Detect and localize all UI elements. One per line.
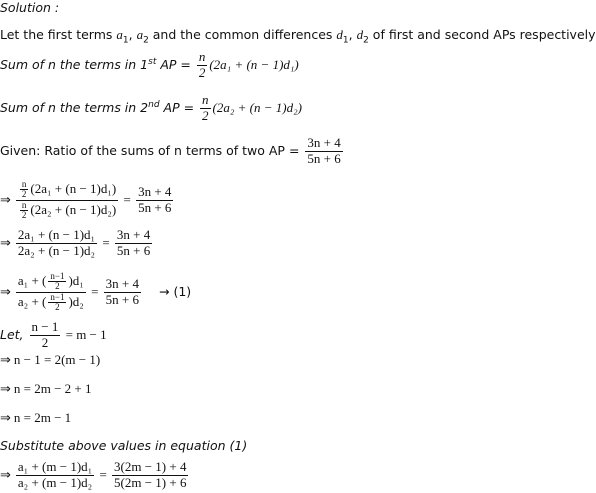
substitute-note: Substitute above values in equation (1) (0, 438, 248, 453)
fraction: $\frac{\text{2a₁ + (n − 1)d₁}}{\text{2a₂ + (n − 1)d₂}}$ (17, 227, 96, 258)
sum-first-ap: Sum of n the terms in 1st AP = $\frac{n}{2}$ (2a₁ + (n − 1)d₁) (0, 49, 299, 80)
fraction: $\frac{\text{a₁ + (m − 1)d₁}}{\text{a₂ + (m − 1)d₂}}$ (17, 459, 93, 490)
step-one: ⇒ $\frac{n}{2}$ (2a₁ + (n − 1)d₁) $\frac{n}{2}$ (2a₂ + (n − 1)d₂) = $\frac{3n + 4}{5n + 6}$ (0, 179, 172, 221)
fraction: $\frac{n}{2}$ (202, 92, 209, 123)
fraction: $\frac{3n + 4}{5n + 6}$ (116, 227, 151, 258)
fraction: $\frac{3n + 4}{5n + 6}$ (138, 183, 172, 215)
step-three: ⇒ a₁ + ( $\frac{n-1}{2}$ )d₁ a₂ + ( $\frac{n-1}{2}$ )d₂ = $\frac{3n + 4}{5n + 6}$ → (1) (0, 271, 192, 313)
solution-heading: Solution : (0, 0, 60, 15)
equation-tag: → (1) (159, 283, 192, 299)
fraction: $\frac{n - 1}{2}$ (31, 319, 59, 350)
fraction: a₁ + ( $\frac{n-1}{2}$ )d₁ a₂ + ( $\frac{n-1}{2}$ )d₂ (17, 271, 84, 313)
final-equation: ⇒ $\frac{\text{a₁ + (m − 1)d₁}}{\text{a₂ + (m − 1)d₂}}$ = $\frac{3(2m - 1) + 4}{5(2m - 1) + 6}$ (0, 459, 187, 490)
let-substitution: Let, $\frac{n - 1}{2}$ = m − 1 (0, 319, 107, 350)
fraction: $\frac{n}{2}$ (198, 49, 206, 80)
given-ratio: Given: Ratio of the sums of n terms of two AP = $\frac{3n + 4}{5n + 6}$ (0, 135, 341, 166)
equation-line: ⇒ n − 1 = 2(m − 1) (0, 352, 101, 368)
equation-line: ⇒ n = 2m − 2 + 1 (0, 381, 92, 397)
intro-sentence: Let the first terms $a_1$, $a_2$ and the common differences $d_1$, $d_2$ of first and second APs respectively (0, 27, 596, 46)
equation-line: ⇒ n = 2m − 1 (0, 410, 72, 426)
fraction: $\frac{3n + 4}{5n + 6}$ (105, 275, 140, 307)
fraction: $\frac{n}{2}$ (2a₁ + (n − 1)d₁) $\frac{n}{2}$ (2a₂ + (n − 1)d₂) (16, 180, 118, 221)
sum-second-ap: Sum of n the terms in 2nd AP = $\frac{n}{2}$ (2a₂ + (n − 1)d₂) (0, 92, 302, 123)
fraction: $\frac{3(2m - 1) + 4}{5(2m - 1) + 6}$ (114, 459, 187, 490)
step-two: ⇒ $\frac{\text{2a₁ + (n − 1)d₁}}{\text{2a₂ + (n − 1)d₂}}$ = $\frac{3n + 4}{5n + 6}$ (0, 227, 151, 258)
fraction: $\frac{3n + 4}{5n + 6}$ (307, 135, 341, 166)
